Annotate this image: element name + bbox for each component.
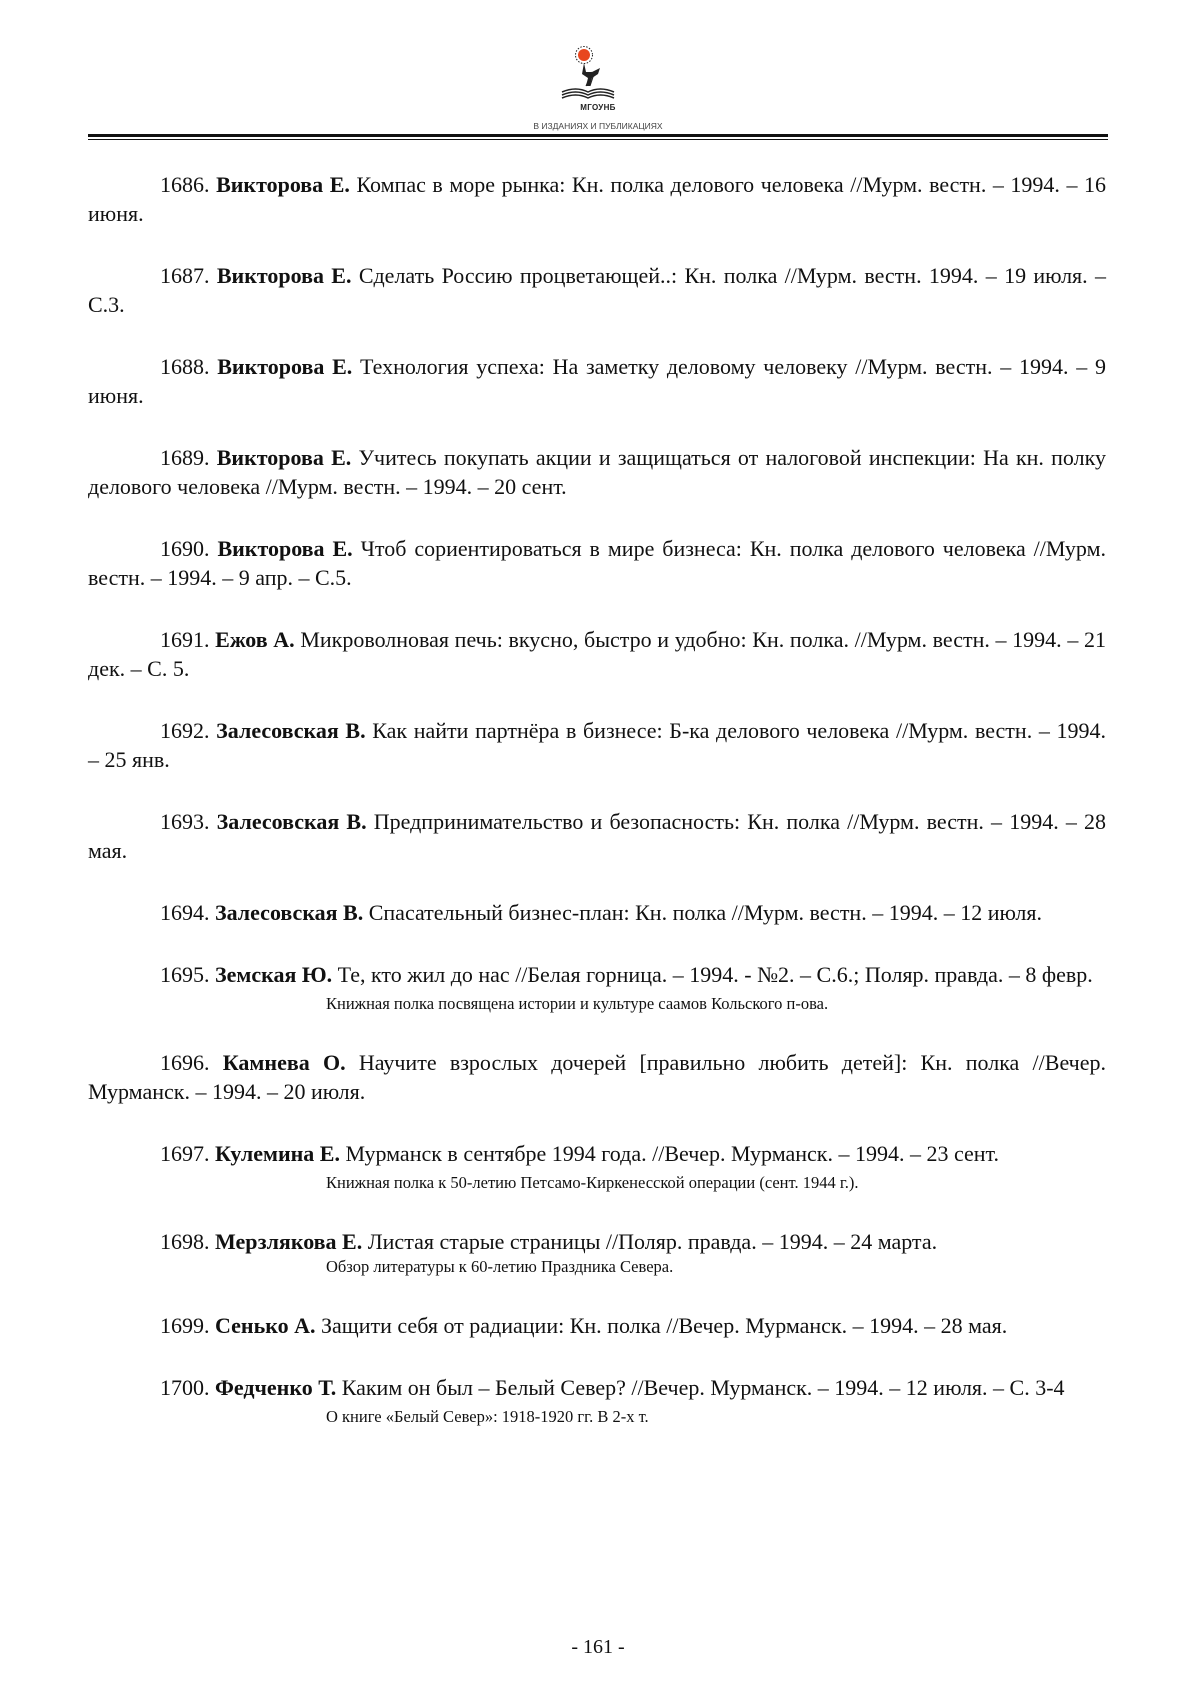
entry-text: Каким он был – Белый Север? //Вечер. Мурманск. – 1994. – 12 июля. – С. 3-4	[341, 1375, 1065, 1400]
bibliography-entry	[88, 1373, 1106, 1428]
entry-author: Мерзлякова Е.	[215, 1229, 363, 1254]
entry-text: Учитесь покупать акции и защищаться от налоговой инспекции: На кн. полку делового человека //Мурм. вестн. – 1994. – 20 сент.	[88, 445, 1107, 499]
bibliography-entry	[88, 1139, 1106, 1194]
entry-author: Федченко Т.	[215, 1375, 337, 1400]
bibliography-entry	[88, 898, 1106, 927]
entry-text: Предпринимательство и безопасность: Кн. полка //Мурм. вестн. – 1994. – 28 мая.	[88, 809, 1107, 863]
bibliography-entry	[88, 534, 1106, 592]
entry-number: 1687.	[160, 263, 210, 288]
bibliography-entry	[88, 807, 1106, 865]
entry-text: Те, кто жил до нас //Белая горница. – 1994. - №2. – С.6.; Поляр. правда. – 8 февр.	[337, 962, 1093, 987]
entry-text: Как найти партнёра в бизнесе: Б-ка делового человека //Мурм. вестн. – 1994. – 25 янв.	[88, 718, 1107, 772]
entry-annotation: Обзор литературы к 60-летию Праздника Севера.	[326, 1257, 674, 1276]
entry-author: Викторова Е.	[216, 172, 350, 197]
entry-number: 1686.	[160, 172, 210, 197]
header-rule-thin	[88, 139, 1108, 140]
bibliography-entry	[88, 352, 1106, 410]
entry-author: Земская Ю.	[215, 962, 333, 987]
entry-number: 1692.	[160, 718, 210, 743]
entry-author: Сенько А.	[215, 1313, 316, 1338]
entry-author: Викторова Е.	[217, 354, 353, 379]
entry-text: Научите взрослых дочерей [правильно любить детей]: Кн. полка //Вечер. Мурманск. – 1994. – 20 июля.	[88, 1050, 1107, 1104]
entry-author: Залесовская В.	[216, 718, 366, 743]
entry-text: Листая старые страницы //Поляр. правда. – 1994. – 24 марта.	[367, 1229, 938, 1254]
logo-subtitle: В ИЗДАНИЯХ И ПУБЛИКАЦИЯХ	[533, 121, 663, 131]
entry-text: Компас в море рынка: Кн. полка делового человека //Мурм. вестн. – 1994. – 16 июня.	[88, 172, 1107, 226]
entry-text: Микроволновая печь: вкусно, быстро и удобно: Кн. полка. //Мурм. вестн. – 1994. – 21 дек. – С. 5.	[88, 627, 1107, 681]
entry-author: Залесовская В.	[215, 900, 364, 925]
sun-icon	[576, 47, 593, 64]
header-rule-thick	[88, 134, 1108, 137]
entry-annotation: Книжная полка к 50-летию Петсамо-Киркенесской операции (сент. 1944 г.).	[326, 1173, 859, 1192]
bibliography-entry	[88, 1048, 1106, 1106]
page-header	[0, 0, 1196, 145]
entry-number: 1696.	[160, 1050, 210, 1075]
bibliography-entry	[88, 625, 1106, 683]
entry-number: 1695.	[160, 962, 210, 987]
entry-author: Викторова Е.	[216, 263, 352, 288]
logo-title: МГОУНБ	[580, 103, 616, 112]
entry-number: 1690.	[160, 536, 210, 561]
entry-number: 1698.	[160, 1229, 210, 1254]
entry-author: Камнева О.	[222, 1050, 346, 1075]
entry-author: Ежов А.	[215, 627, 295, 652]
entry-annotation: О книге «Белый Север»: 1918-1920 гг. В 2-х т.	[326, 1407, 649, 1426]
entry-text: Мурманск в сентябре 1994 года. //Вечер. Мурманск. – 1994. – 23 сент.	[345, 1141, 1000, 1166]
entry-author: Кулемина Е.	[215, 1141, 340, 1166]
entry-text: Чтоб сориентироваться в мире бизнеса: Кн. полка делового человека //Мурм. вестн. – 1994. – 9 апр. – С.5.	[88, 536, 1107, 590]
bibliography-entry	[88, 1311, 1106, 1340]
bibliography-entry	[88, 960, 1106, 1015]
entry-text: Технология успеха: На заметку деловому человеку //Мурм. вестн. – 1994. – 9 июня.	[88, 354, 1106, 408]
bibliography-entry	[88, 716, 1106, 774]
entry-number: 1689.	[160, 445, 210, 470]
entry-text: Сделать Россию процветающей..: Кн. полка //Мурм. вестн. 1994. – 19 июля. – С.3.	[88, 263, 1107, 317]
entry-number: 1688.	[160, 354, 210, 379]
entry-text: Спасательный бизнес-план: Кн. полка //Мурм. вестн. – 1994. – 12 июля.	[368, 900, 1042, 925]
entry-author: Викторова Е.	[216, 445, 352, 470]
entry-number: 1697.	[160, 1141, 210, 1166]
bibliography-list	[88, 170, 1106, 1428]
entry-number: 1691.	[160, 627, 210, 652]
bibliography-entry	[88, 443, 1106, 501]
entry-author: Викторова Е.	[217, 536, 353, 561]
entry-number: 1694.	[160, 900, 210, 925]
entry-author: Залесовская В.	[216, 809, 367, 834]
entry-number: 1699.	[160, 1313, 210, 1338]
entry-text: Защити себя от радиации: Кн. полка //Вечер. Мурманск. – 1994. – 28 мая.	[321, 1313, 1008, 1338]
bibliography-entry	[88, 1227, 1106, 1278]
entry-number: 1693.	[160, 809, 210, 834]
page-number: - 161 -	[571, 1636, 625, 1658]
library-logo-icon	[556, 42, 620, 102]
entry-annotation: Книжная полка посвящена истории и культуре саамов Кольского п-ова.	[326, 994, 829, 1013]
bibliography-entry	[88, 261, 1106, 319]
entry-number: 1700.	[160, 1375, 210, 1400]
bibliography-entry	[88, 170, 1106, 228]
